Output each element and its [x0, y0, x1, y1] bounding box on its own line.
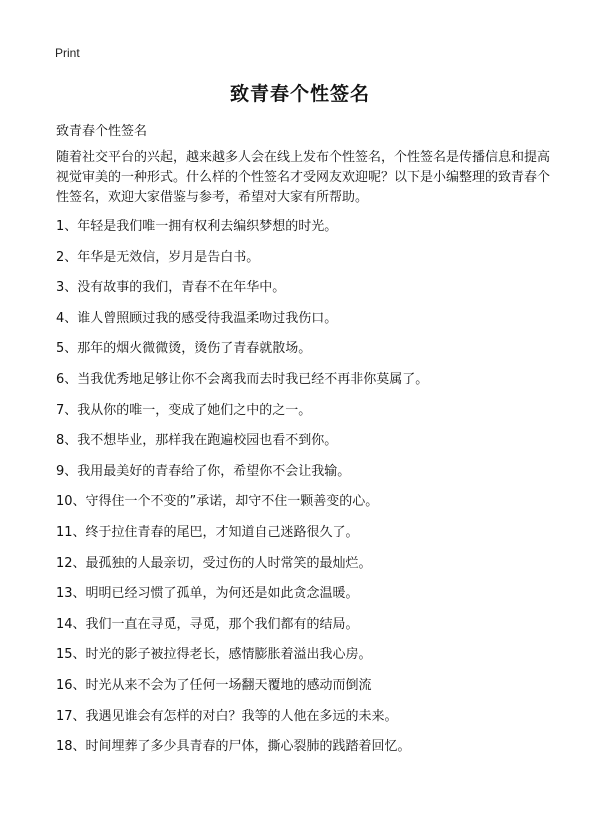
list-item: 18、时间埋葬了多少具青春的尸体，撕心裂肺的践踏着回忆。: [56, 739, 411, 755]
list-item: 4、谁人曾照顾过我的感受待我温柔吻过我伤口。: [56, 310, 338, 326]
list-item: 14、我们一直在寻觅，寻觅，那个我们都有的结局。: [56, 616, 359, 632]
signature-list: [56, 212, 566, 763]
list-item: 3、没有故事的我们，青春不在年华中。: [56, 280, 286, 296]
list-item: 16、时光从来不会为了任何一场翻天覆地的感动而倒流: [56, 677, 372, 693]
list-item: 5、那年的烟火微微烫，烫伤了青春就散场。: [56, 341, 312, 357]
list-item: 2、年华是无效信，岁月是告白书。: [56, 249, 260, 265]
page-title: 致青春个性签名: [229, 83, 370, 105]
list-item: 10、守得住一个不变的”承诺，却守不住一颗善变的心。: [56, 494, 379, 510]
article-subtitle: 致青春个性签名: [56, 124, 148, 139]
print-link[interactable]: Print: [55, 46, 80, 60]
list-item: 7、我从你的唯一，变成了她们之中的之一。: [56, 402, 312, 418]
list-item: 13、明明已经习惯了孤单，为何还是如此贪念温暖。: [56, 586, 359, 602]
list-item: 15、时光的影子被拉得老长，感情膨胀着溢出我心房。: [56, 647, 372, 663]
list-item: 9、我用最美好的青春给了你，希望你不会让我输。: [56, 463, 351, 479]
list-item: 17、我遇见谁会有怎样的对白？我等的人他在多远的未来。: [56, 708, 398, 724]
list-item: 12、最孤独的人最亲切，受过伤的人时常笑的最灿烂。: [56, 555, 372, 571]
list-item: 1、年轻是我们唯一拥有权利去编织梦想的时光。: [56, 219, 338, 234]
list-item: 8、我不想毕业，那样我在跑遍校园也看不到你。: [56, 433, 338, 449]
list-item: 11、终于拉住青春的尾巴，才知道自己迷路很久了。: [56, 524, 359, 540]
list-item: 6、当我优秀地足够让你不会离我而去时我已经不再非你莫属了。: [56, 371, 429, 387]
intro-paragraph: 随着社交平台的兴起，越来越多人会在线上发布个性签名，个性签名是传播信息和提高视觉审美的一种形式。什么样的个性签名才受网友欢迎呢？以下是小编整理的致青春个性签名，欢迎大家借鉴与参考，希望对大家有所帮助。: [56, 150, 551, 205]
